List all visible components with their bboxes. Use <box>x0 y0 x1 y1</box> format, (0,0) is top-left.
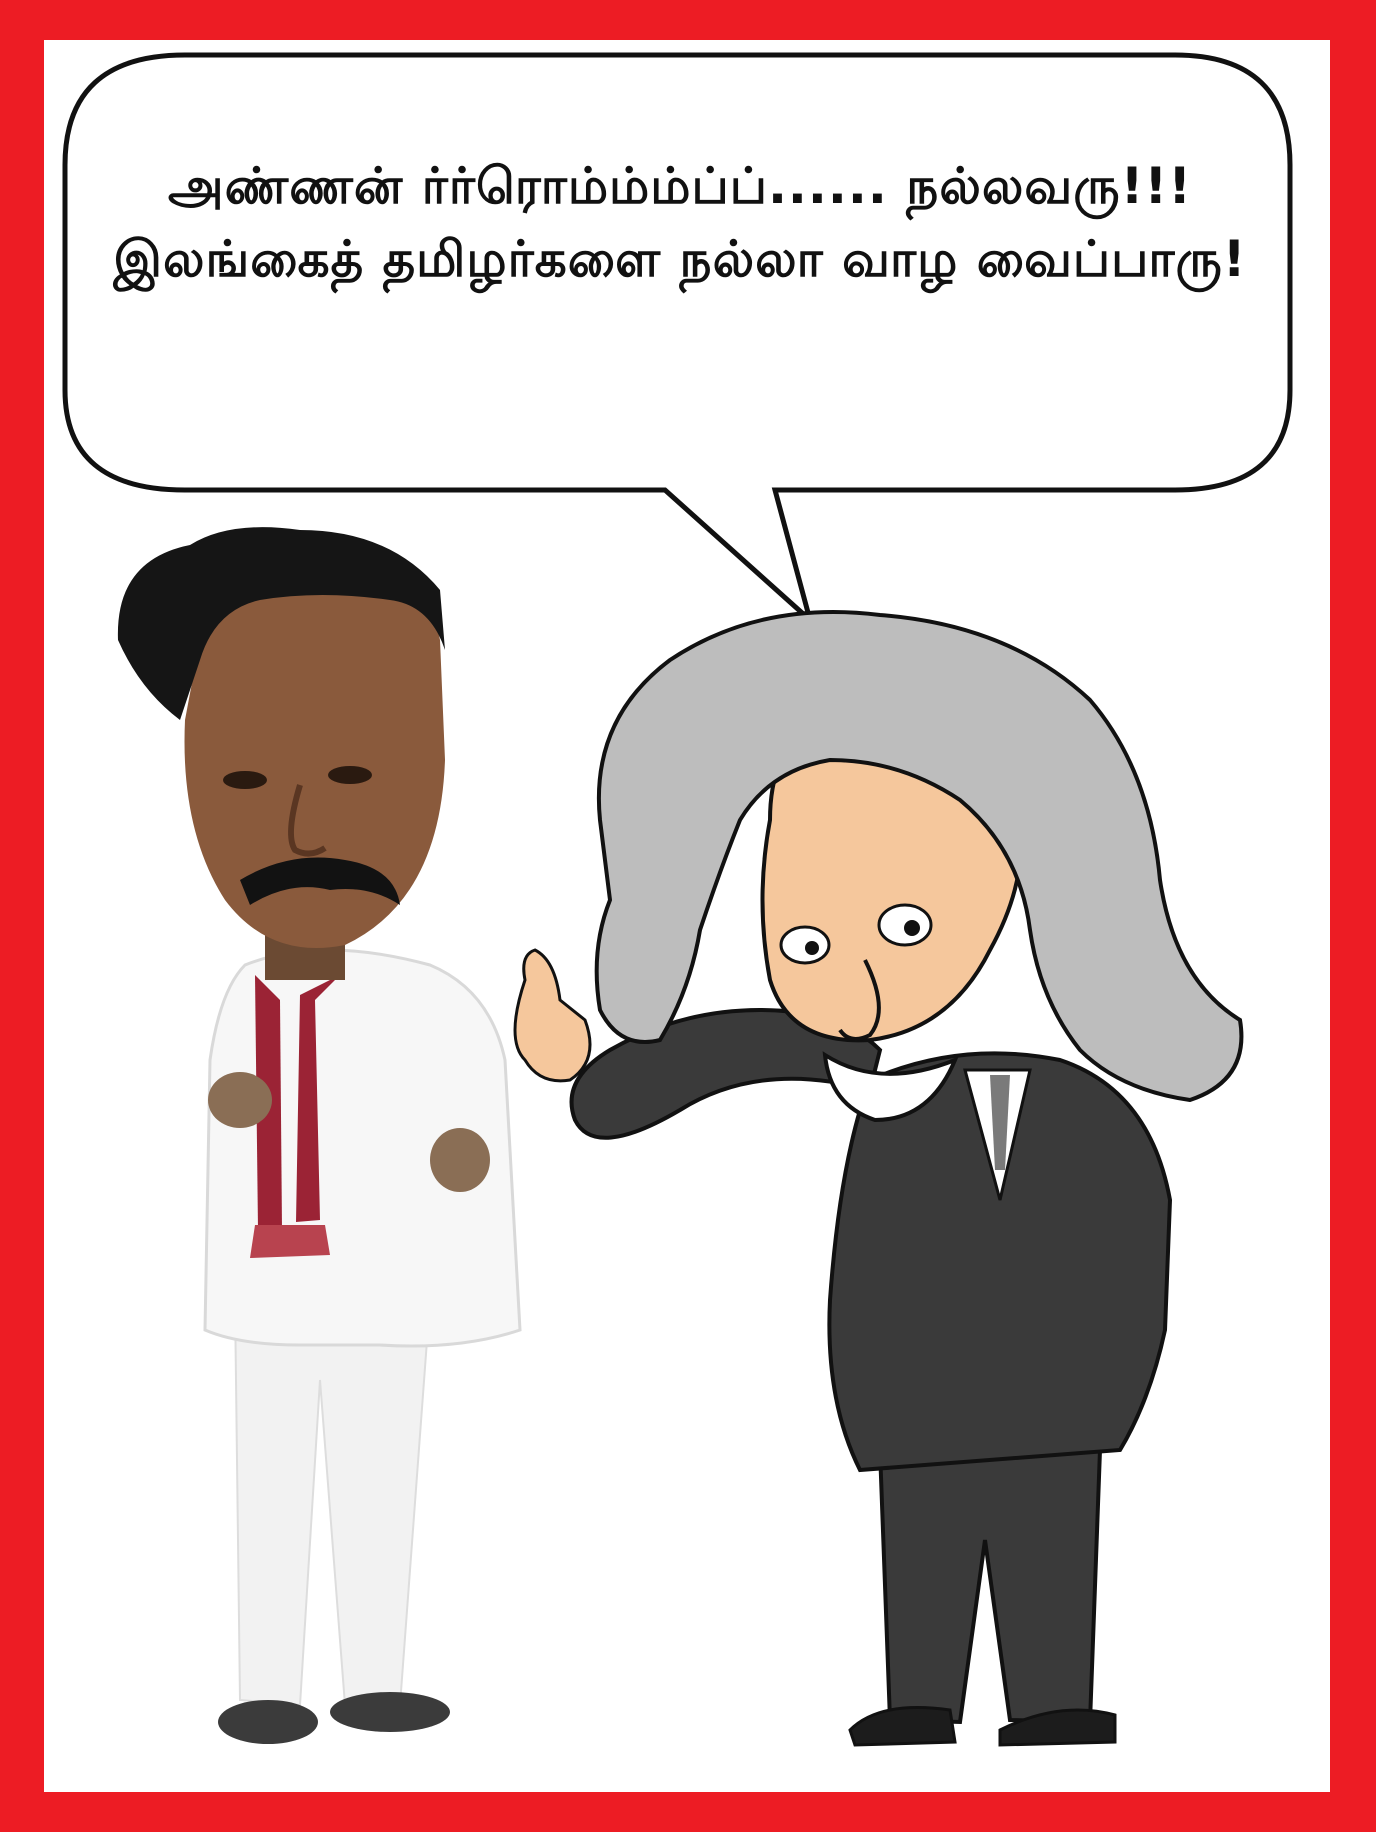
speech-line-1: அண்ணன் ர்ர்ரொம்ம்ம்ப்ப்...... நல்லவரு!!! <box>168 157 1192 215</box>
cartoon-man-figure <box>515 612 1241 1745</box>
politician-figure <box>118 527 520 1744</box>
speech-text <box>100 150 1260 295</box>
speech-line-2: இலங்கைத் தமிழர்களை நல்லா வாழ வைப்பாரு! <box>113 229 1247 288</box>
